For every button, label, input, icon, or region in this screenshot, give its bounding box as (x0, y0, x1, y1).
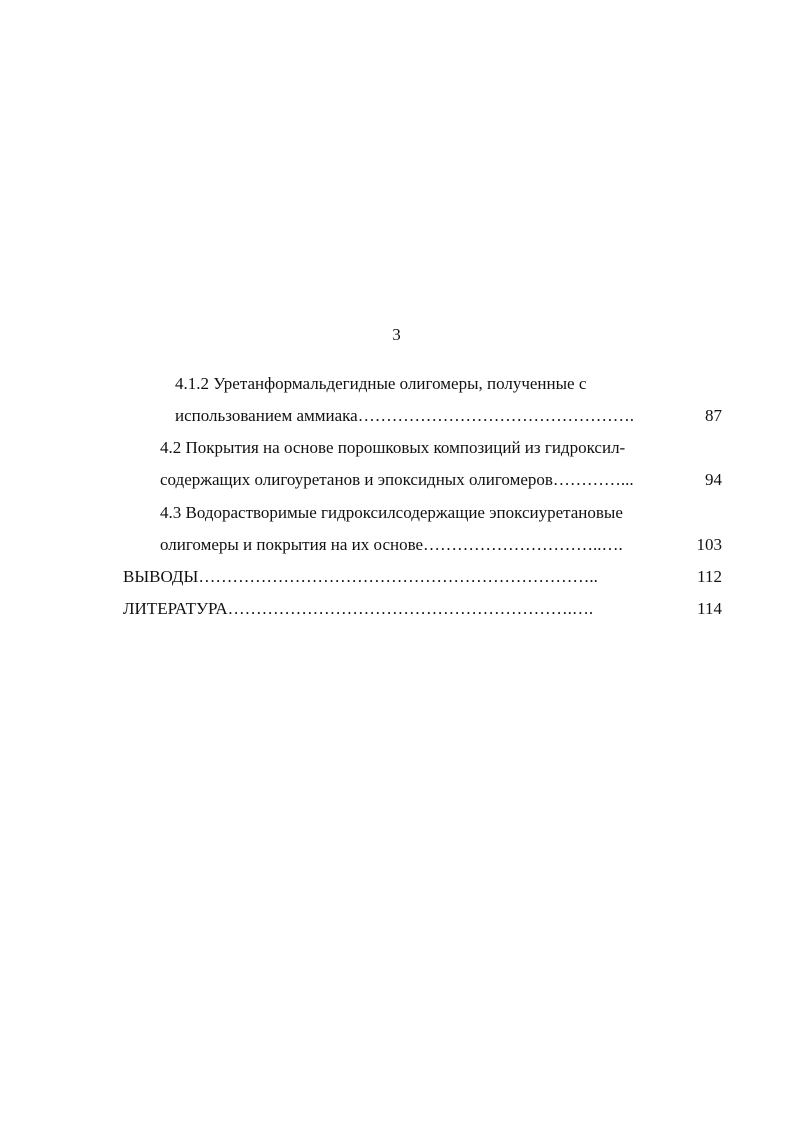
toc-entry-4-2-line-1: 4.2 Покрытия на основе порошковых композиций из гидроксил- (160, 438, 626, 457)
toc-entry-4-1-2-line-2: использованием аммиака…………………………………………. (175, 406, 634, 425)
toc-entry-4-3-line-2: олигомеры и покрытия на их основе…………………………..…. (160, 535, 623, 554)
page-number: 3 (392, 325, 401, 344)
toc-entry-conclusions: ВЫВОДЫ…………………………………………………………….. (123, 567, 598, 586)
toc-entry-4-1-2-line-1: 4.1.2 Уретанформальдегидные олигомеры, полученные с (175, 374, 587, 393)
toc-entry-literature-page: 114 (697, 599, 722, 618)
toc-entry-conclusions-page: 112 (697, 567, 722, 586)
toc-entry-4-2-page: 94 (705, 470, 722, 489)
toc-entry-4-3-page: 103 (696, 535, 722, 554)
toc-entry-4-3-line-1: 4.3 Водорастворимые гидроксилсодержащие эпоксиуретановые (160, 503, 623, 522)
toc-entry-4-1-2-page: 87 (705, 406, 722, 425)
toc-entry-4-2-line-2: содержащих олигоуретанов и эпоксидных олигомеров…………... (160, 470, 634, 489)
toc-entry-literature: ЛИТЕРАТУРА…………………………………………………….…. (123, 599, 594, 618)
